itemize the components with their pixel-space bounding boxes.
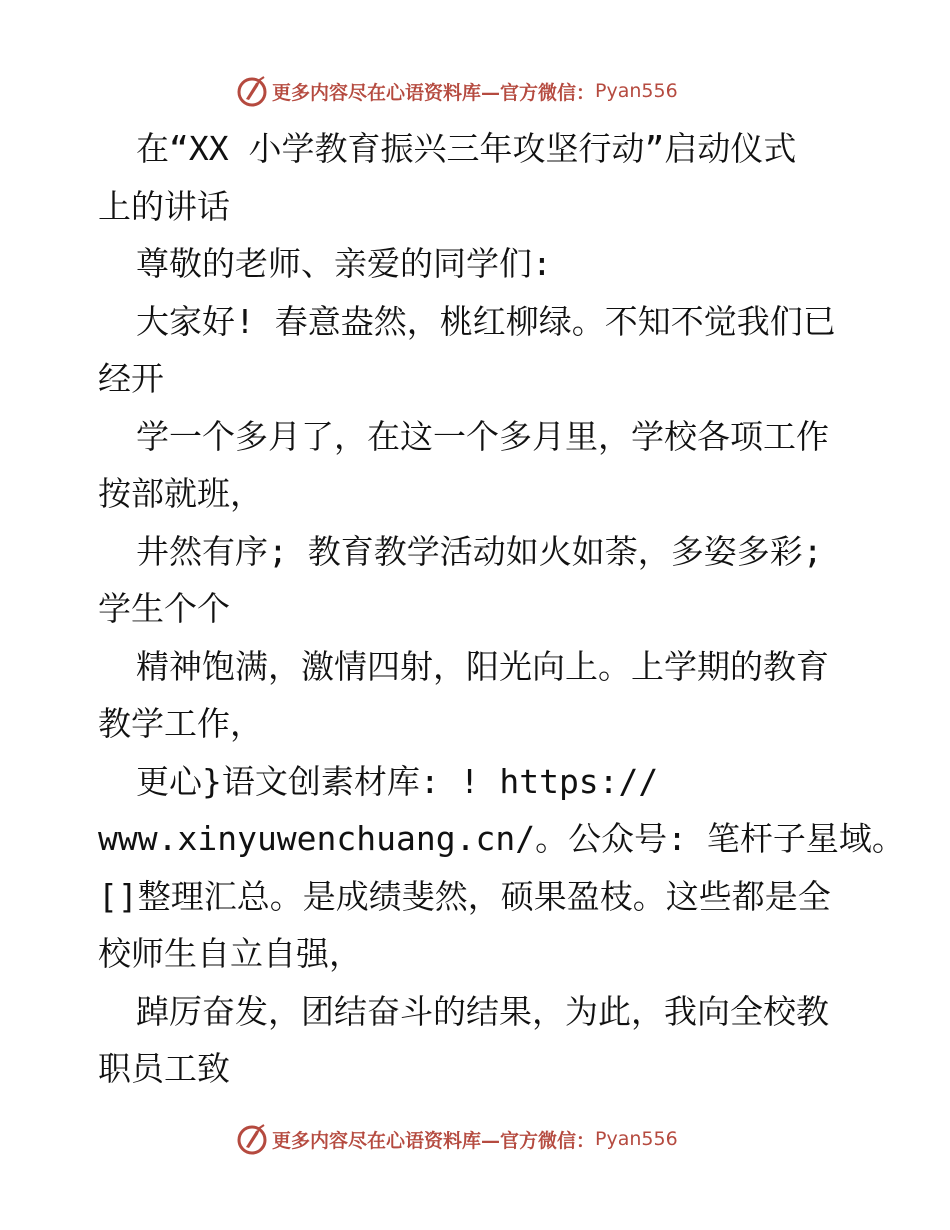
document-body — [98, 120, 905, 1098]
text-line: 教学工作， — [98, 704, 263, 743]
footer-banner-text: 更多内容尽在心语资料库—官方微信： — [272, 1129, 596, 1152]
quill-logo-icon — [236, 1123, 268, 1155]
text-line: 大家好! 春意盎然，桃红柳绿。不知不觉我们已 — [136, 301, 836, 341]
text-line: 校师生自立自强， — [98, 934, 362, 973]
text-line: 经开 — [98, 359, 164, 398]
header-banner-account: Pyan556 — [595, 80, 678, 102]
quill-logo-icon — [236, 75, 268, 107]
text-line: www.xinyuwenchuang.cn/。公众号: 笔杆子星域。 — [98, 819, 905, 858]
footer-banner — [236, 1122, 736, 1156]
text-line: 在“XX 小学教育振兴三年攻坚行动”启动仪式 — [136, 129, 797, 168]
text-line: []整理汇总。是成绩斐然，硕果盈枝。这些都是全 — [98, 876, 831, 916]
text-line: 井然有序; 教育教学活动如火如荼，多姿多彩; — [136, 531, 823, 571]
footer-banner-account: Pyan556 — [595, 1128, 678, 1150]
header-banner — [236, 74, 736, 108]
text-line: 更心}语文创素材库: ! https:// — [136, 761, 659, 801]
text-line: 尊敬的老师、亲爱的同学们: — [136, 244, 552, 283]
text-line: 按部就班， — [98, 474, 263, 513]
header-banner-text: 更多内容尽在心语资料库—官方微信： — [272, 81, 596, 104]
text-line: 上的讲话 — [98, 186, 230, 226]
text-line: 学一个多月了，在这一个多月里，学校各项工作 — [136, 416, 829, 456]
text-line: 职员工致 — [98, 1049, 230, 1088]
text-line: 精神饱满，激情四射，阳光向上。上学期的教育 — [136, 646, 829, 686]
text-line: 学生个个 — [98, 589, 230, 628]
text-line: 踔厉奋发，团结奋斗的结果，为此，我向全校教 — [136, 991, 829, 1031]
